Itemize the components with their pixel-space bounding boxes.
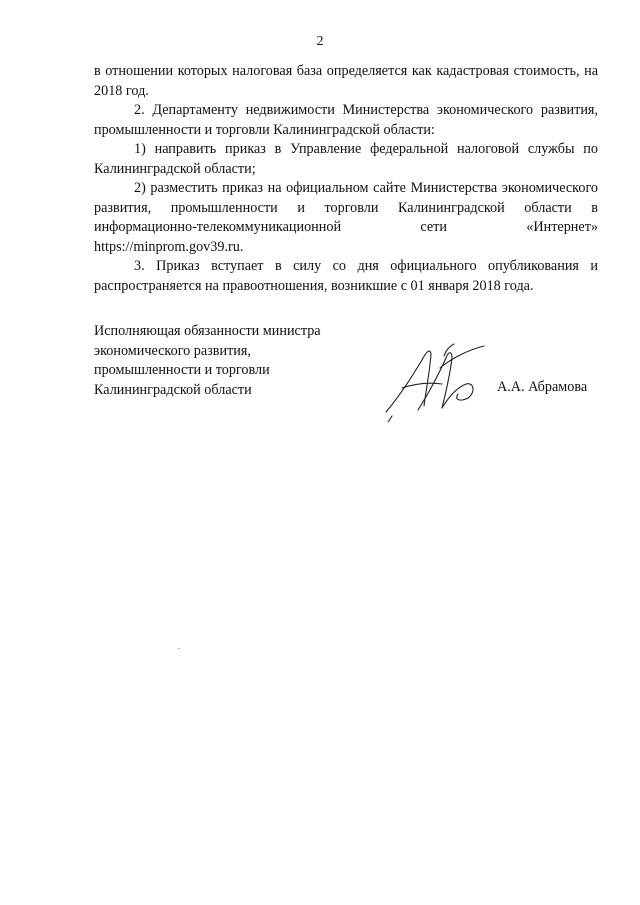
scan-speck: [178, 648, 180, 649]
page-number: 2: [316, 34, 324, 49]
document-body: [94, 62, 598, 296]
signatory-title-line: экономического развития,: [94, 342, 251, 359]
paragraph-subitem-2: 2) разместить приказ на официальном сайте Министерства экономического развития, промышленности и торговли Калининградской области в информационно-телекоммуникационной сети «Интернет» https://minprom.gov39.ru.: [94, 180, 598, 255]
handwritten-signature: [380, 340, 492, 422]
paragraph-item-3: 3. Приказ вступает в силу со дня официального опубликования и распространяется на правоотношения, возникшие с 01 января 2018 года.: [94, 258, 598, 294]
signatory-title-line: Исполняющая обязанности министра: [94, 323, 321, 339]
signatory-title: [94, 322, 354, 400]
signatory-title-line: Калининградской области: [94, 381, 252, 398]
signatory-title-line: промышленности и торговли: [94, 362, 270, 378]
signer-name: А.А. Абрамова: [497, 379, 588, 395]
paragraph-subitem-1: 1) направить приказ в Управление федеральной налоговой службы по Калининградской области;: [94, 141, 598, 177]
paragraph-continuation: в отношении которых налоговая база определяется как кадастровая стоимость, на 2018 год.: [94, 63, 598, 99]
paragraph-item-2: 2. Департаменту недвижимости Министерства экономического развития, промышленности и торговли Калининградской области:: [94, 102, 598, 138]
